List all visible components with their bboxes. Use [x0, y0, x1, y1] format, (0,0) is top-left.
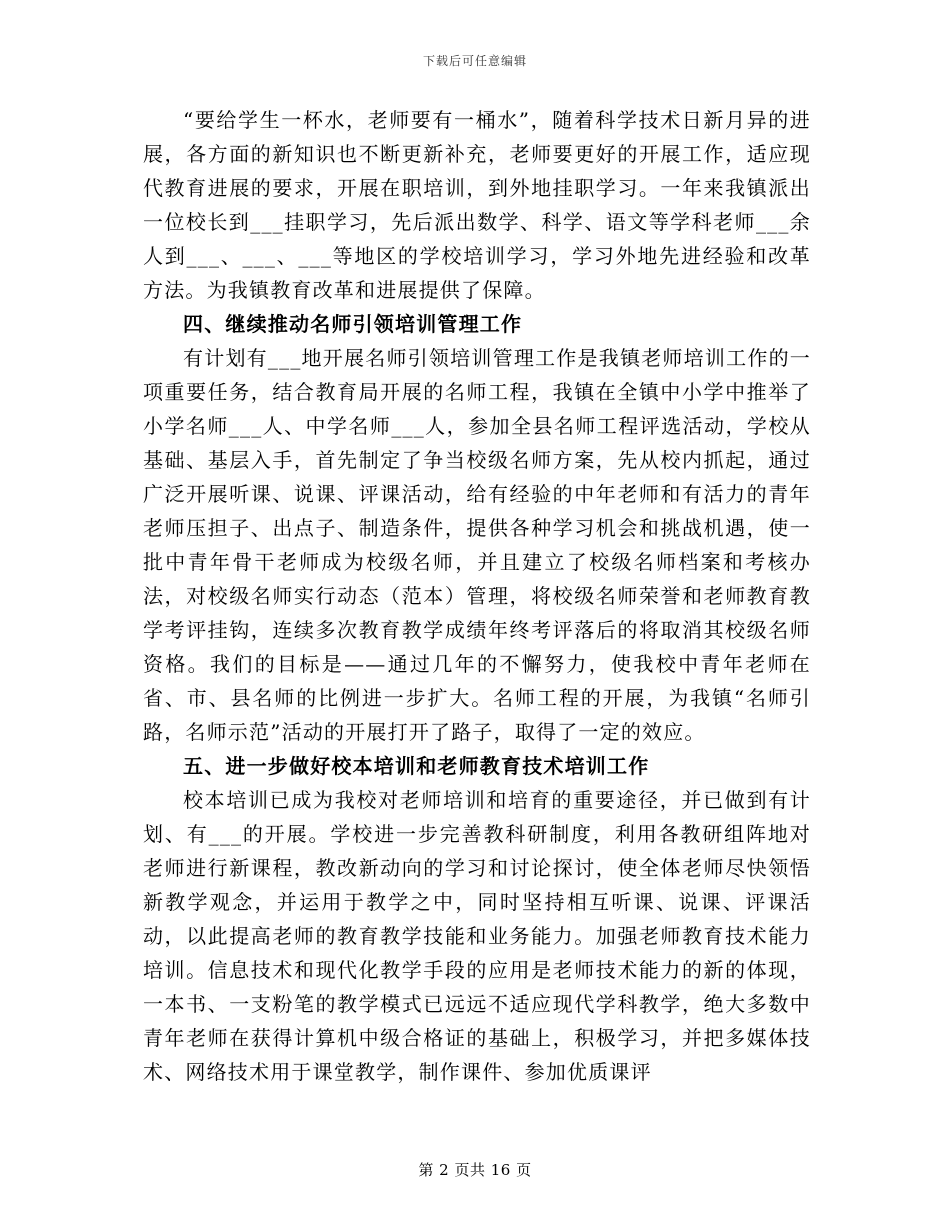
document-body: [143, 103, 811, 1089]
body-paragraph-2: 有计划有___地开展名师引领培训管理工作是我镇老师培训工作的一项重要任务，结合教育局开展的名师工程，我镇在全镇中小学中推举了小学名师___人、中学名师___人，参加全县名师工程评选活动，学校从基础、基层入手，首先制定了争当校级名师方案，先从校内抓起，通过广泛开展听课、说课、评课活动，给有经验的中年老师和有活力的青年老师压担子、出点子、制造条件，提供各种学习机会和挑战机遇，使一批中青年骨干老师成为校级名师，并且建立了校级名师档案和考核办法，对校级名师实行动态（范本）管理，将校级名师荣誉和老师教育教学考评挂钩，连续多次教育教学成绩年终考评落后的将取消其校级名师资格。我们的目标是——通过几年的不懈努力，使我校中青年老师在省、市、县名师的比例进一步扩大。名师工程的开展，为我镇“名师引路，名师示范”活动的开展打开了路子，取得了一定的效应。: [143, 346, 811, 744]
section-heading-5: 五、进一步做好校本培训和老师教育技术培训工作: [183, 754, 650, 778]
body-paragraph-3: 校本培训已成为我校对老师培训和培育的重要途径，并已做到有计划、有___的开展。学校进一步完善教科研制度，利用各教研组阵地对老师进行新课程，教改新动向的学习和讨论探讨，使全体老师尽快领悟新教学观念，并运用于教学之中，同时坚持相互听课、说课、评课活动，以此提高老师的教育教学技能和业务能力。加强老师教育技术能力培训。信息技术和现代化教学手段的应用是老师技术能力的新的体现，一本书、一支粉笔的教学模式已远远不适应现代学科教学，绝大多数中青年老师在获得计算机中级合格证的基础上，积极学习，并把多媒体技术、网络技术用于课堂教学，制作课件、参加优质课评: [143, 788, 811, 1084]
page-footer: 第 2 页共 16 页: [418, 1161, 532, 1179]
page-header: 下载后可任意编辑: [422, 54, 527, 68]
body-paragraph-1: “要给学生一杯水，老师要有一桶水”，随着科学技术日新月异的进展，各方面的新知识也不断更新补充，老师要更好的开展工作，适应现代教育进展的要求，开展在职培训，到外地挂职学习。一年来我镇派出一位校长到___挂职学习，先后派出数学、科学、语文等学科老师___余人到___、___、___等地区的学校培训学习，学习外地先进经验和改革方法。为我镇教育改革和进展提供了保障。: [143, 108, 811, 302]
section-heading-4: 四、继续推动名师引领培训管理工作: [183, 312, 523, 336]
